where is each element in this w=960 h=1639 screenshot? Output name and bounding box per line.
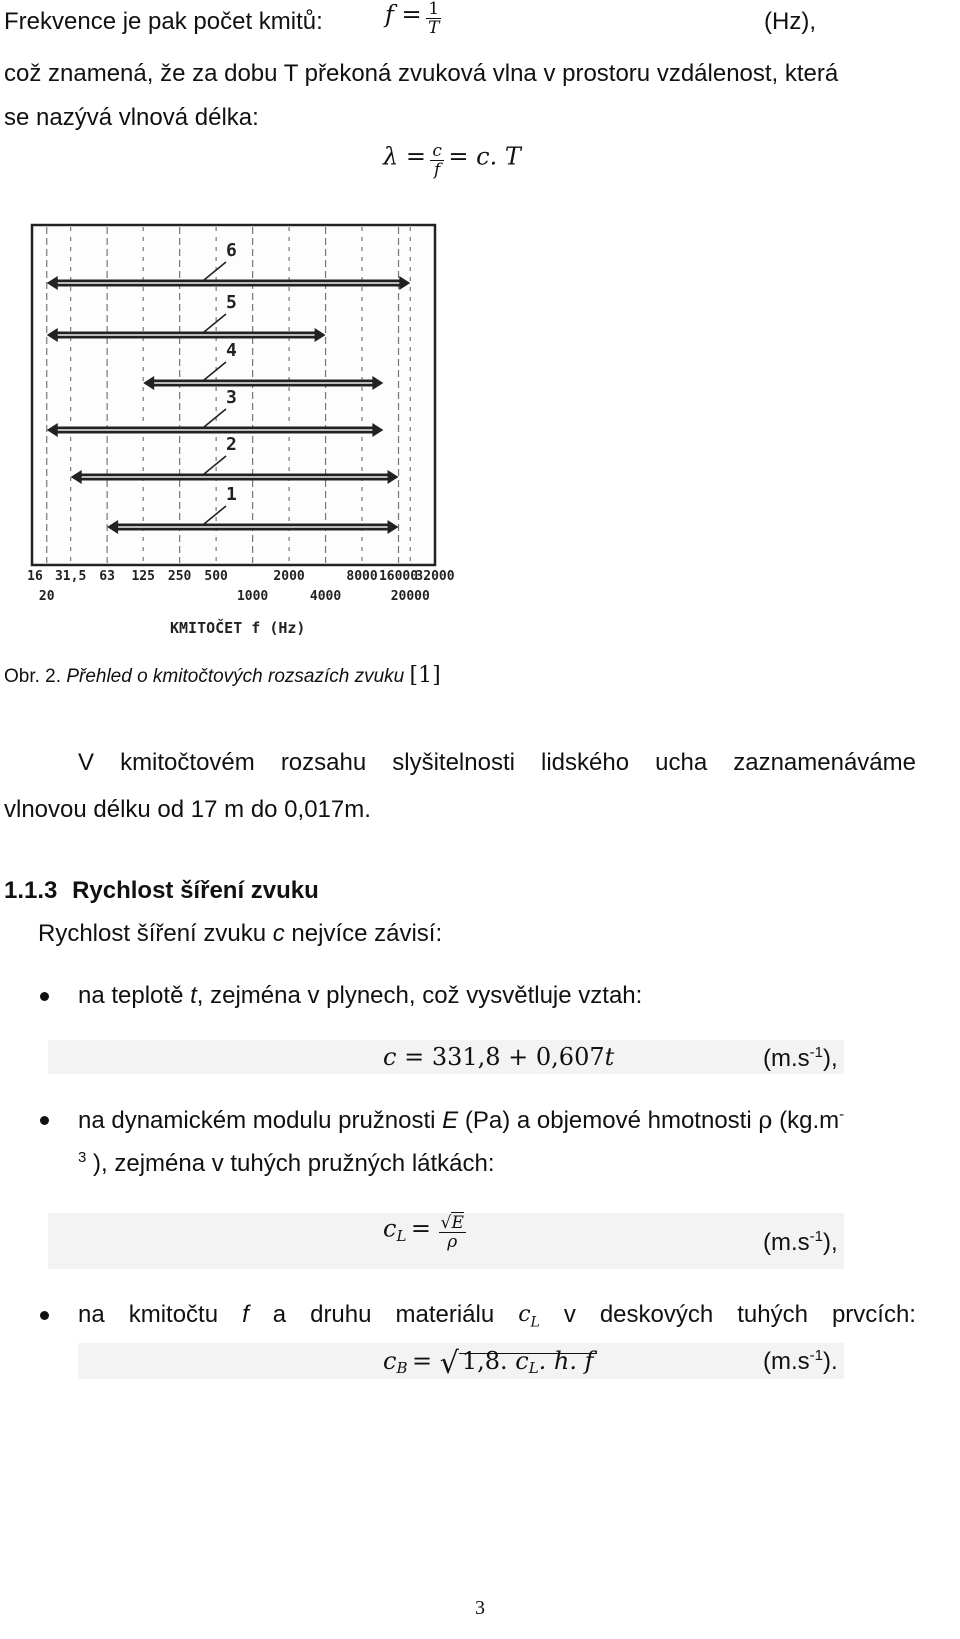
tick-label: 125 <box>131 569 155 584</box>
formula-c-unit: $(m.s^{-1})$, <box>763 1044 838 1072</box>
tick-label: 16 <box>27 569 43 584</box>
formula-lambda <box>383 142 521 179</box>
figure-caption <box>4 663 441 688</box>
range-bar-label-4: 4 <box>226 340 237 361</box>
bullet-dot-1 <box>40 992 49 1001</box>
formula-lambda-den: f <box>434 160 441 180</box>
formula-c: c = 331,8 + 0,607t <box>383 1043 615 1071</box>
formula-lambda-fraction <box>430 142 444 179</box>
formula-lambda-num: c <box>432 141 442 161</box>
intro-line-1 <box>4 8 323 36</box>
section-number: 1.1.3 <box>4 877 58 904</box>
tick-label: 31,5 <box>54 569 87 584</box>
formula-f-fraction <box>426 0 441 37</box>
formula-f-num: 1 <box>426 0 441 19</box>
section-heading <box>4 877 319 905</box>
tick-label: 8000 <box>346 569 378 584</box>
range-bar-label-2: 2 <box>226 434 237 455</box>
para1-line-2: vlnovou délku od 17 m do 0,017m. <box>4 796 371 823</box>
range-bar-label-3: 3 <box>226 387 237 408</box>
tick-label: 20000 <box>390 589 430 604</box>
tick-label: 500 <box>204 569 228 584</box>
tick-label: 250 <box>167 569 192 584</box>
bullet-dot-3 <box>40 1311 49 1320</box>
section-title: Rychlost šíření zvuku <box>72 877 319 904</box>
frequency-range-figure <box>0 215 500 655</box>
para1-line-1: V kmitočtovém rozsahu slyšitelnosti lidského ucha zaznamenáváme <box>78 749 916 776</box>
page-number: 3 <box>475 1597 485 1619</box>
intro-line-3: se nazývá vlnová délka: <box>4 104 259 131</box>
caption-text: Přehled o kmitočtových rozsazích zvuku <box>66 666 405 687</box>
formula-lambda-lhs: λ = <box>383 142 426 171</box>
formula-cl-fraction: $\frac{√E}{\rho}$ <box>440 1213 464 1252</box>
section-intro: Rychlost šíření zvuku c nejvíce závisí: <box>38 920 443 947</box>
tick-label: 1000 <box>236 589 269 604</box>
unit-hz: (Hz), <box>764 8 816 35</box>
bullet-1-text: na teplotě t, zejména v plynech, což vysvětluje vztah: <box>78 982 643 1009</box>
tick-label: 16000 <box>378 569 419 584</box>
tick-label: 63 <box>99 569 115 584</box>
bullet-2-text-line-2: $^3$ ), zejména v tuhých pružných látkách: <box>78 1149 495 1177</box>
caption-ref: [1] <box>409 663 441 688</box>
formula-cl-unit: $(m.s^{-1})$, <box>763 1228 838 1256</box>
bullet-2-text-line-1: na dynamickém modulu pružnosti E (Pa) a objemové hmotnosti ρ (kg.m- <box>78 1106 845 1134</box>
caption-prefix: Obr. 2. <box>4 666 62 687</box>
bullet-dot-2 <box>40 1116 49 1125</box>
range-bar-label-5: 5 <box>226 292 237 313</box>
formula-cb-unit: $(m.s^{-1})$. <box>763 1347 838 1375</box>
formula-lambda-rhs: = c. T <box>448 142 521 171</box>
bullet-3-text: na kmitočtu f a druhu materiálu $c_L$ v deskových tuhých prvcích: <box>78 1301 916 1331</box>
range-bar-label-6: 6 <box>226 240 237 261</box>
formula-cl: $c_L$ = $\frac{√E}{\rho}$ <box>383 1213 464 1252</box>
tick-label: 4000 <box>309 589 342 604</box>
range-bar-label-1: 1 <box>226 484 237 505</box>
figure-ticks <box>27 569 455 604</box>
intro-line-2: což znamená, že za dobu T překoná zvuková vlna v prostoru vzdálenost, která <box>4 60 839 87</box>
formula-cb: $c_B$ = √ 1,8. $c_L$. h. f <box>383 1346 597 1381</box>
formula-f-lhs: f = <box>385 0 422 29</box>
tick-label: 2000 <box>273 569 305 584</box>
intro-text: Frekvence je pak počet kmitů: <box>4 8 323 35</box>
tick-label: 20 <box>38 589 55 604</box>
formula-f <box>385 0 441 37</box>
formula-f-den: T <box>428 18 440 38</box>
figure-axis-title: KMITOČET f (Hz) <box>170 619 306 637</box>
tick-label: 32000 <box>415 569 455 584</box>
